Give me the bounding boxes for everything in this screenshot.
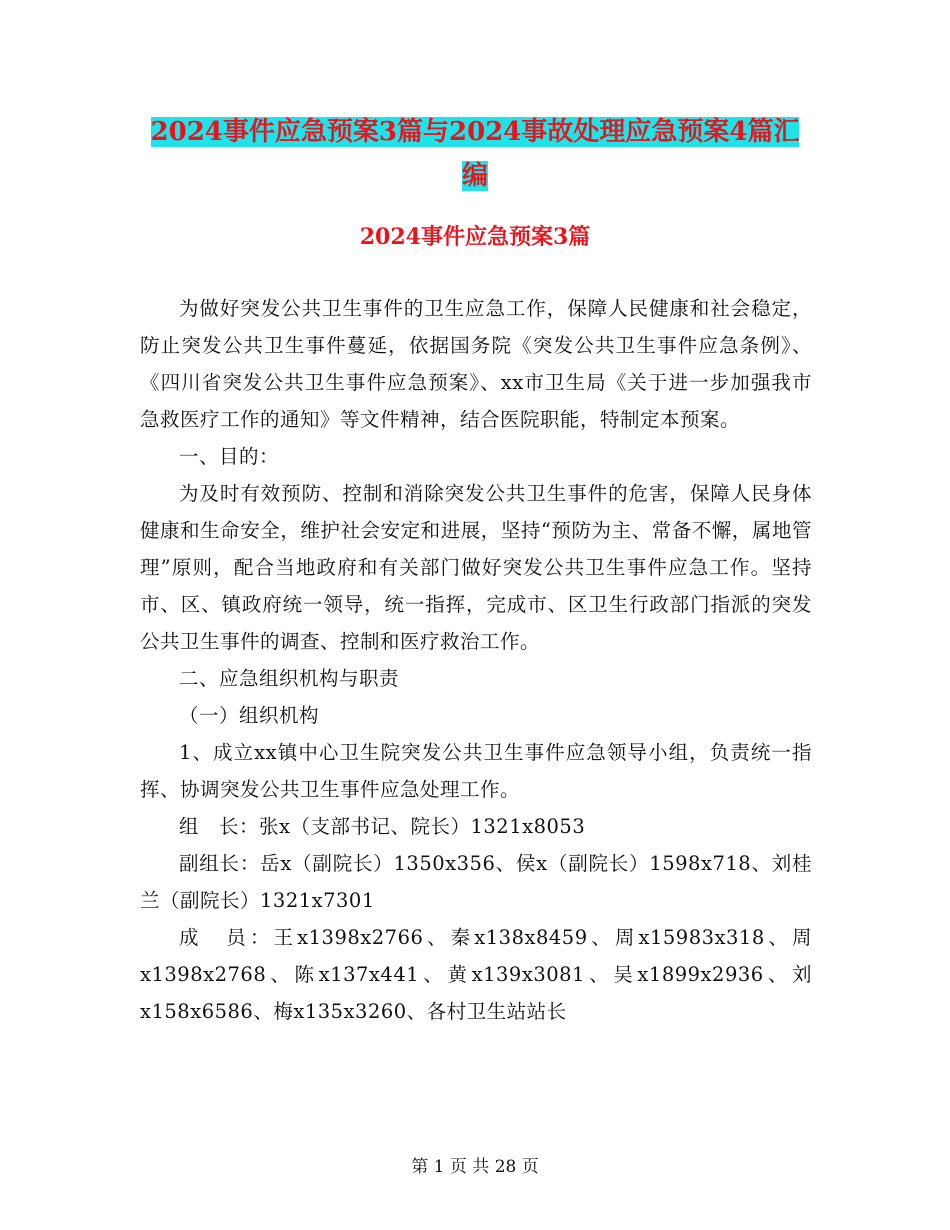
paragraph-deputy-leaders: 副组长：岳x（副院长）1350x356、侯x（副院长）1598x718、刘桂兰（副院长）1321x7301 <box>140 852 812 912</box>
document-body <box>140 290 812 1030</box>
paragraph-leadership-group: 1、成立xx镇中心卫生院突发公共卫生事件应急领导小组，负责统一指挥、协调突发公共卫生事件应急处理工作。 <box>140 741 812 801</box>
document-title-text: 2024事件应急预案3篇与2024事故处理应急预案4篇汇编 <box>150 117 800 191</box>
subheading-structure: （一）组织机构 <box>179 704 320 727</box>
heading-purpose: 一、目的： <box>179 445 280 468</box>
paragraph-members: 成 员：王x1398x2766、秦x138x8459、周x15983x318、周x1398x2768、陈x137x441、黄x139x3081、吴x1899x2936、刘x158x6586、梅x135x3260、各村卫生站站长 <box>140 926 812 1023</box>
paragraph-intro: 为做好突发公共卫生事件的卫生应急工作，保障人民健康和社会稳定，防止突发公共卫生事件蔓延，依据国务院《突发公共卫生事件应急条例》、《四川省突发公共卫生事件应急预案》、xx市卫生局《关于进一步加强我市急救医疗工作的通知》等文件精神，结合医院职能，特制定本预案。 <box>140 297 812 431</box>
section-title: 2024事件应急预案3篇 <box>359 224 591 250</box>
paragraph-leader: 组 长：张x（支部书记、院长）1321x8053 <box>179 815 586 838</box>
paragraph-purpose: 为及时有效预防、控制和消除突发公共卫生事件的危害，保障人民身体健康和生命安全，维护社会安定和进展，坚持“预防为主、常备不懈，属地管理”原则，配合当地政府和有关部门做好突发公共卫生事件应急工作。坚持市、区、镇政府统一领导，统一指挥，完成市、区卫生行政部门指派的突发公共卫生事件的调查、控制和医疗救治工作。 <box>140 482 812 653</box>
heading-organization: 二、应急组织机构与职责 <box>179 667 400 690</box>
document-title <box>140 110 810 198</box>
page-footer: 第 1 页 共 28 页 <box>411 1157 539 1177</box>
